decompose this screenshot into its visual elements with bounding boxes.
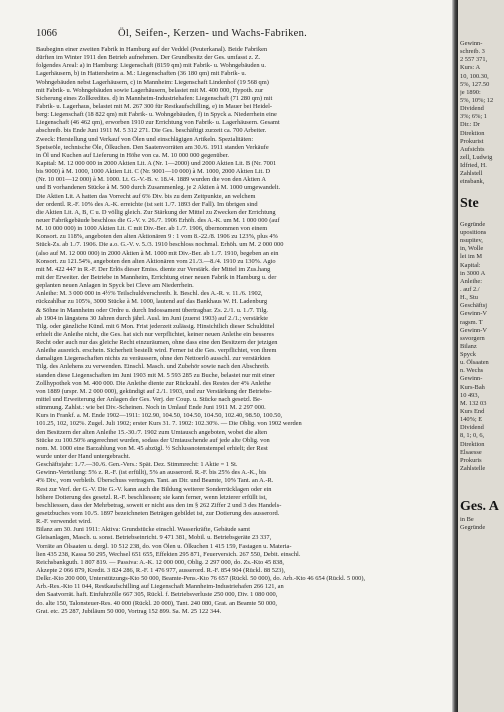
text-line: Speiseöle, technische Öle, Ölkuchen. Den Saatenvorräten am 30./6. 1911 standen Verkäufe <box>36 143 269 151</box>
text-line: ab 1904 in längstens 30 Jahren durch jährl. Ausl. im Juni (zuerst 1903) auf 2./1.; verstärkte <box>36 314 268 322</box>
text-line: Lagerhäusern, b) in Hattersheim a. M.: Liegenschaften (36 180 qm) mit Fabrik- u. <box>36 70 247 78</box>
text-line: gesetzbuches vom 10./5. 1897 bezeichneten Beträgen gebildet ist, zur Dotierung des ausserord. <box>36 510 280 518</box>
text-line: neuer Fabrikgebäude beschloss die G.-V. v. 26./7. 1906 Erhöh. des A.-K. um M. 1 000 000 (auf <box>36 216 280 224</box>
text-line: Tilg. des Anlehens zu verwenden. Einschl. Masch. und Zubehör sowie nach den Abschreib. <box>36 363 270 371</box>
text-line: Kurs in Frankf. a. M. Ende 1902—1911: 102.90, 104.50, 104.50, 104.50, 102.40, 98.50, 100.50, <box>36 412 283 420</box>
text-line: Arb.-Res.-Kto 11 044, Restkaufschilling auf Liegenschaft Mannheim-Industriehafen 266 121, an <box>36 583 284 591</box>
text-line: Bilanz am 30. Juni 1911: Aktiva: Grundstücke einschl. Wasserkräfte, Gebäude samt <box>36 526 251 534</box>
facing-page-line <box>460 489 504 497</box>
page-number: 1066 <box>36 28 57 39</box>
text-line: Kapital: M. 12 000 000 in 2000 Aktien Lit. A (Nr. 1—2000) und 2000 Aktien Lit. B (Nr. 7001 <box>36 159 277 167</box>
text-line: 4% Div., vom verbleib. Überschuss vertragsm. Tant. an Dir. und Beamte, 10% Tant. an A.-R. <box>36 477 274 485</box>
facing-page-fragment <box>458 0 504 712</box>
text-line: (Nr. 10 001—12 000) à M. 1000. Lt. G.-V.-B. v. 18./4. 1889 wurden die von den Aktien A <box>36 176 267 184</box>
text-line: Konsort. zu 121.54%, angeboten den alten Aktionären vom 21./3.—8./4. 1910 zu 130%. Agio <box>36 257 276 265</box>
facing-page-line: 2 557 371, <box>460 56 488 64</box>
facing-page-line: Gewinn-V <box>460 310 487 318</box>
text-line: abschreib. bis Ende Juni 1911 M. 5 312 271. Die Ges. beschäftigt zurzeit ca. 700 Arbeiter. <box>36 127 267 135</box>
text-line: bis 9000) à M. 1000, 1000 Aktien Lit. C (Nr. 9001—10 000) à M. 1000, 2000 Aktien Lit. D <box>36 168 271 176</box>
facing-page-line: Kapital: <box>460 261 481 269</box>
text-line: die Aktien Lit. A, B, C u. D völlig gleich. Zur Stärkung der Mittel zu Zwecken der Errichtung <box>36 208 276 216</box>
text-line: und B vorhandenen Stücke à M. 500 durch Zusammenleg. je 2 Aktien à M. 1000 umgewandelt. <box>36 184 281 192</box>
facing-page-line: in Be <box>460 515 474 523</box>
text-line: Reichsbankguth. 1 807 819. — Passiva: A.-K. 12 000 000, Oblig. 2 297 000, do. Zs.-Kto 45 838, <box>36 558 284 566</box>
facing-page-line: Gewinn- <box>460 40 483 47</box>
facing-page-line: Aufsichts <box>460 145 485 153</box>
facing-page-line <box>460 481 504 489</box>
facing-page-line: Direktion <box>460 129 485 137</box>
text-line: Die Aktien Lit. A hatten das Vorrecht auf 6% Div. bis zu dem Zeitpunkte, an welchem <box>36 192 256 200</box>
text-line: Stücke zu 100.50% angerechnet wurden, sodass der Umtauschende auf jede alte Oblig. von <box>36 436 270 444</box>
facing-page-line: Idfried, H. <box>460 162 487 170</box>
facing-page-line: 10 493, <box>460 391 480 399</box>
text-line: mit Fabrik- u. Wohngebäuden sowie Lagerhäusern, belastet mit M. 400 000, Hypoth. zur <box>36 86 264 94</box>
text-line: Liegenschaft (46 462 qm), erworben 1910 zur Errichtung von Fabrik- u. Lagerhäusern. Gesamt <box>36 119 280 127</box>
text-line: berg: Liegenschaft (18 822 qm) mit Fabrik- u. Wohngebäuden, f) in Spyck a. Niederrhein eine <box>36 111 277 119</box>
facing-page-line: Geschäftsj <box>460 302 487 310</box>
text-line: Baubeginn einer zweiten Fabrik in Hamburg auf der Veddel (Peuterkanal). Beide Fabriken <box>36 46 268 53</box>
facing-page-line: Gegründe <box>460 523 486 531</box>
facing-page-line <box>460 213 504 221</box>
text-line: den Saatvorrät. haft. Einfuhrzölle 667 305, Rückl. f. Betriebsverluste 250 000, Div. 1 080 000, <box>36 591 278 599</box>
text-line: von 1889 (urspr. M. 2 000 000), gekündigt auf 2./1. 1903, und zur Verstärkung der Betriebs- <box>36 387 272 395</box>
facing-page-line: ragsm. T <box>460 318 483 326</box>
text-line: der ordentl. R.-F. 10% des A.-K. erreichte (ist seit 1./7. 1893 der Fall). Im übrigen sind <box>36 200 258 208</box>
text-line: mit der Erweiter. der Betriebe in Mannheim, Errichtung einer neuen Fabrik in Hamburg u. der <box>36 273 277 281</box>
text-line: do. alte 150, Talonsteuer-Res. 40 000 (Rückl. 20 000), Tant. 240 080, Grat. an Beamte 50 000, <box>36 599 278 607</box>
facing-page-line: Prokuris <box>460 456 482 464</box>
text-line: mit M. 422 447 in R.-F. Der Erlös dieser Emiss. diente zur Verstärk. der Mittel im Zus.hang <box>36 265 271 273</box>
page-header <box>36 28 436 40</box>
facing-page-line: u. Ölsaaten <box>460 359 489 367</box>
facing-page-line: Direktion <box>460 440 485 448</box>
text-line: Akzepte 2 066 879, Kredit. 3 824 286, R.-F. 1 476 977, ausserord. R.-F. 854 904 (Rückl. 88 523), <box>36 567 286 574</box>
body-text <box>36 46 440 696</box>
text-line: Wohngebäuden nebst Lagerhäusern, c) in Mannheim: Liegenschaft Lindenhof (19 568 qm) <box>36 78 269 86</box>
running-title: Öl, Seifen-, Kerzen- und Wachs-Fabriken. <box>118 28 308 39</box>
text-line: Recht oder auch nur das gleiche Recht einzuräumen, ohne dass eine den Besitzern der jetzigen <box>36 339 278 347</box>
text-line: den Besitzern der alten Anleihe 15.-30./7. 1902 zum Umtausch angeboten, wobei die alten <box>36 428 268 436</box>
text-line: Vorräte an Ölsaaten u. dergl. 10 512 238, do. von Ölen u. Ölkuchen 1 415 159, Fastagen u. Materia- <box>36 542 292 550</box>
facing-page-line: Kurs End <box>460 408 485 416</box>
text-line: lien 435 238, Kassa 50 295, Wechsel 651 655, Effekten 295 871, Feuerversich. 267 550, Debit. einschl. <box>36 550 301 558</box>
facing-page-line: schreib. 3 <box>460 48 485 56</box>
facing-page-line: in 3000 A <box>460 269 486 277</box>
facing-page-line: einsbank, <box>460 178 485 186</box>
text-line: rückzahlbar zu 105%, 3000 Stücke à M. 1000, lautend auf das Bankhaus W. H. Ladenburg <box>36 298 268 306</box>
facing-page-line: 10, 100.30, <box>460 72 489 80</box>
text-line: nom. M. 1000 eine Barzahlung von M. 45 abzügl. ½ Schlussnotenstempel erhielt; der Rest <box>36 444 268 452</box>
facing-page-line: Anleihe: <box>460 277 483 285</box>
facing-page-line: Spyck <box>460 351 476 359</box>
text-line: geplanten neuen Anlagen in Spyck bei Cleve am Niederrhein. <box>36 282 194 290</box>
facing-page-line: Kurs: A <box>460 64 481 72</box>
facing-page-line: ssvorgern <box>460 334 485 342</box>
facing-page-line: 8, 1; 0, 6, <box>460 432 485 440</box>
facing-page-heading: Ste <box>460 195 479 211</box>
facing-page-line: . auf 2./ <box>460 285 480 293</box>
facing-page-line: Elsaesse <box>460 448 482 456</box>
text-line: 101.25, 102, 102%. Zugel. Juli 1902; erster Kurs 31. 7. 1902: 102.30%. — Die Oblig. von 1902 werden <box>36 420 302 428</box>
facing-page-line <box>460 473 504 481</box>
facing-page-line: je 1890: <box>460 88 481 96</box>
facing-page-line: n. Wechs <box>460 367 484 375</box>
facing-page-line: lei im M <box>460 253 483 261</box>
facing-page-line: Dividend <box>460 105 484 113</box>
facing-page-text <box>460 40 504 712</box>
text-line: R.-F. verwendet wird. <box>36 518 92 526</box>
text-line: (also auf M. 12 000 000) in 2000 Aktien à M. 1000 mit Div.-Ber. ab 1./7. 1910, begeben an ein <box>36 249 279 257</box>
text-line: folgendes Areal: a) in Hamburg: Liegenschaft (8159 qm) mit Fabrik- u. Wohngebäuden u. <box>36 62 266 70</box>
facing-page-line: 140%; E <box>460 416 483 424</box>
facing-page-line: H., Stu <box>460 294 478 302</box>
text-line: beschliessen, dass der Mehrbetrag, soweit er nicht aus den im § 262 Ziffer 2 und 3 des Handels- <box>36 501 282 509</box>
facing-page-line: Prokurist <box>460 137 484 145</box>
text-line: Grat. etc. 25 287, Jubiläum 50 000, Vortrag 152 899. Sa. M. 25 122 344. <box>36 607 222 615</box>
text-line: mittel und Erweiterung der Anlagen der Ges. Verj. der Coup. u. Stücke nach gesetzl. Be- <box>36 396 263 404</box>
facing-page-line: 5%, 10%; 12 <box>460 96 494 104</box>
facing-page-line: Gegründe <box>460 220 486 228</box>
facing-page-line: Zahlstell <box>460 170 483 178</box>
text-line: dürften im Winter 1911 den Betrieb aufnehmen. Der Grundbesitz der Ges. umfasst z. Z. <box>36 54 261 62</box>
text-line: Rest zur Verf. der G.-V. Die G.-V. kann auch die Bildung weiterer Sonderrücklagen oder ein <box>36 485 272 493</box>
facing-page-line: Bilanz <box>460 342 477 350</box>
text-line: M. 10 000 000) in 1000 Aktien Lit. C mit Div.-Ber. ab 1./7. 1906, übernommen von einem <box>36 225 268 233</box>
text-line: Anleihe ausreich. erschein. Sicherheit bestellt wird. Ferner ist die Ges. verpflichtet, von ihrem <box>36 347 277 355</box>
facing-page-line: Dir.: Dr <box>460 121 480 129</box>
text-line: wurde unter der Hand untergebracht. <box>36 453 131 461</box>
facing-page-line: Gewinn- <box>460 375 483 383</box>
text-line: Delkr.-Kto 200 000, Unterstützungs-Kto 50 000, Beamte-Pens.-Kto 76 657 (Rückl. 50 000), do. Arb.-Kto 46 654 (Rückl. 5 000), <box>36 575 366 583</box>
facing-page-line: nsupitev, <box>460 237 483 245</box>
text-line: Gleisanlagen, Masch. u. sonst. Betriebseinricht. 9 471 381, Mobil. u. Betriebsgeräte 23 337, <box>36 534 272 542</box>
text-line: erhielt die Anleihe nicht, die Ges. hat sich nur verpflichtet, keiner neuen Anleihe ein besseres <box>36 330 274 338</box>
facing-page-line: upositions <box>460 228 487 236</box>
text-line: in Öl und Kuchen auf Lieferung in Höhe von ca. M. 10 000 000 gegenüber. <box>36 151 229 159</box>
text-line: stimmung. Zahlst.: wie bei Div.-Scheinen. Noch in Umlauf Ende Juni 1911 M. 2 297 000. <box>36 404 266 412</box>
facing-page-line: M. 132 03 <box>460 399 487 407</box>
text-line: höhere Dotierung des gesetzl. R.-F. beschliessen; sie kann ferner, wenn letzterer erfüllt ist, <box>36 493 267 501</box>
text-line: Zweck: Herstellung und Verkauf von Ölen und einschlägigen Artikeln. Spezialitäten: <box>36 135 254 143</box>
facing-page-heading: Ges. A <box>460 498 499 514</box>
text-line: Fabrik- u. Lagerhaus, belastet mit M. 267 300 für Restkaufschilling, e) in Mauer bei Heidel- <box>36 102 273 110</box>
text-line: Geschäftsjahr: 1./7.—30./6. Gen.-Vers.: Spät. Dez. Stimmrecht: 1 Aktie = 1 St. <box>36 461 238 469</box>
facing-page-line: Zahlstelle <box>460 465 486 473</box>
facing-page-line: zell, Ludwig <box>460 153 493 161</box>
text-line: damaligen Liegenschaften nichts zu veräussern, ohne den Nettoerlö ausschl. zur verstärkten <box>36 355 271 363</box>
text-line: Gewinn-Verteilung: 5% z. R.-F. (ist erfüllt), 5% an ausserord. R.-F. bis 25% des A.-K., bis <box>36 469 267 477</box>
text-line: Anleihe: M. 3 000 000 in 4½% Teilschuldverschreib. lt. Beschl. des A.-R. v. 11./6. 1902, <box>36 290 263 298</box>
text-line: Konsort. zu 118%, angeboten den alten Aktionären 9 : 1 vom 8.-22./8. 1906 zu 123%, plus 4% <box>36 233 278 241</box>
text-line: Stück-Zs. ab 1./7. 1906. Die a.o. G.-V. v. 5./3. 1910 beschloss nochmal. Erhöh. um M. 2 000 000 <box>36 241 284 249</box>
facing-page-line: 3%; 6%; 1 <box>460 113 487 121</box>
facing-page-line: Gewinn-V <box>460 326 487 334</box>
facing-page-line: Dividend <box>460 424 484 432</box>
facing-page-line: 5%, 127.50 <box>460 80 490 88</box>
text-line: Zollhypothek von M. 400 000. Die Anleihe diente zur Rückzahl. des Restes der 4% Anleihe <box>36 379 271 387</box>
facing-page-line: Kurs-Bah <box>460 383 485 391</box>
text-line: standen diese Liegenschaften im Juni 1903 mit M. 5 593 285 zu Buche, belastet nur mit einer <box>36 371 275 379</box>
text-line: & Söhne in Mannheim oder Ordre u. durch Indossament übertragbar. Zs. 2./1. u. 1./7. Tilg. <box>36 306 268 314</box>
facing-page-line <box>460 187 504 195</box>
text-line: Tilg. oder gänzliche Künd. mit 6 Mon. Frist jederzeit zulässig. Hinsichtlich dieser Schuldtitel <box>36 322 275 330</box>
facing-page-line: in, Wolle <box>460 245 484 253</box>
text-line: Sicherung eines Zollkredites. d) in Mannheim-Industriehafen: Liegenschaft (71 280 qm) mit <box>36 94 273 102</box>
